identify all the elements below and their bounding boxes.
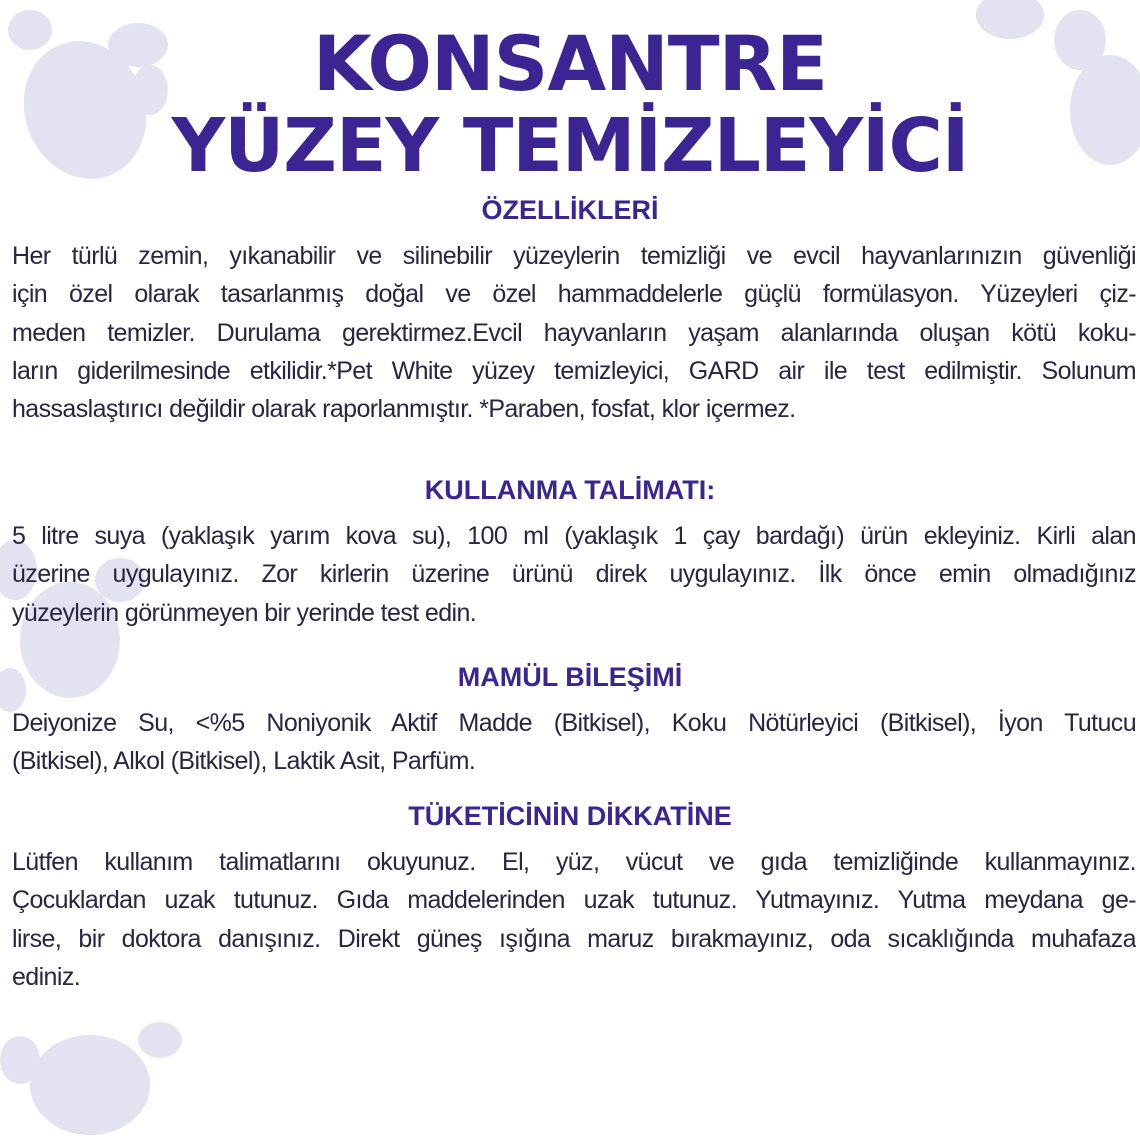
section-heading-consumer-warning: TÜKETİCİNİN DİKKATİNE [408, 801, 732, 831]
text-line: Her türlü zemin, yıkanabilir ve silinebilir yüzeylerin temizliği ve evcil hayvanlarınızın güvenliği [12, 242, 1136, 270]
text-line: Deiyonize Su, <%5 Noniyonik Aktif Madde (Bitkisel), Koku Nötürleyici (Bitkisel), İyon Tutucu [12, 709, 1136, 737]
section-body-usage [12, 517, 1136, 632]
section-body-consumer-warning [12, 843, 1136, 996]
text-line: hassaslaştırıcı değildir olarak raporlanmıştır. *Paraben, fosfat, klor içermez. [12, 395, 796, 424]
text-line: 5 litre suya (yaklaşık yarım kova su), 100 ml (yaklaşık 1 çay bardağı) ürün ekleyiniz. Kirli alan [12, 522, 1136, 550]
text-line: yüzeylerin görünmeyen bir yerinde test edin. [12, 598, 477, 627]
text-line: ların giderilmesinde etkilidir.*Pet White yüzey temizleyici, GARD air ile test edilmiştir. Solunum [12, 356, 1136, 385]
section-body-composition [12, 704, 1136, 781]
product-title-line-1: KONSANTRE [312, 19, 828, 108]
section-heading-composition: MAMÜL BİLEŞİMİ [457, 662, 683, 692]
text-line: için özel olarak tasarlanmış doğal ve özel hammaddelerle güçlü formülasyon. Yüzeyleri çiz- [12, 280, 1136, 309]
text-line: Lütfen kullanım talimatlarını okuyunuz. El, yüz, vücut ve gıda temizliğinde kullanmayınız. [12, 848, 1136, 876]
text-line: üzerine uygulayınız. Zor kirlerin üzerine ürünü direk uygulayınız. İlk önce emin olmadığınız [12, 560, 1136, 589]
section-body-features [12, 237, 1136, 428]
section-heading-usage: KULLANMA TALİMATI: [424, 475, 716, 505]
text-line: meden temizler. Durulama gerektirmez.Evcil hayvanların yaşam alanlarında oluşan kötü koku- [12, 318, 1136, 347]
product-title-line-2: YÜZEY TEMİZLEYİCİ [171, 103, 969, 189]
text-line: (Bitkisel), Alkol (Bitkisel), Laktik Asit, Parfüm. [12, 747, 476, 776]
section-heading-features: ÖZELLİKLERİ [481, 195, 659, 225]
text-line: ediniz. [12, 962, 81, 991]
text-line: Çocuklardan uzak tutunuz. Gıda maddelerinden uzak tutunuz. Yutmayınız. Yutma meydana ge- [12, 886, 1136, 915]
text-line: lirse, bir doktora danışınız. Direkt güneş ışığına maruz bırakmayınız, oda sıcaklığında muhafaza [12, 924, 1136, 953]
